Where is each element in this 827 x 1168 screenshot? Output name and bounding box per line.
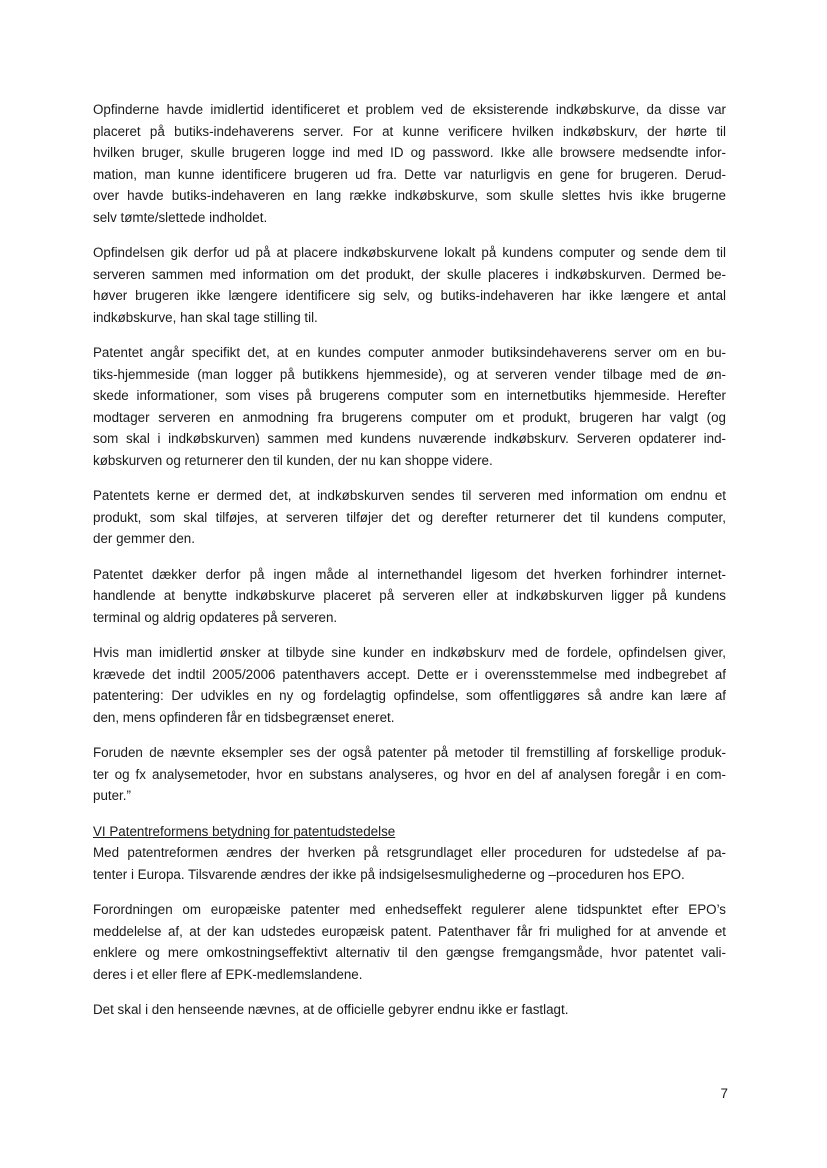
text-line: Forordningen om europæiske patenter med enhedseffekt regulerer alene tidspunktet efter EPO’s [93, 902, 726, 917]
text-line: Patentet dækker derfor på ingen måde al internethandel ligesom det hverken forhindrer internet- [93, 566, 726, 582]
text-line: Det skal i den henseende nævnes, at de officielle gebyrer endnu ikke er fastlagt. [93, 1002, 569, 1017]
text-line: selv tømte/slettede indholdet. [93, 209, 268, 225]
text-line: indkøbskurve, han skal tage stilling til. [93, 309, 318, 325]
text-line: der gemmer den. [93, 531, 195, 546]
section-paragraph-2 [93, 899, 726, 985]
paragraph-7 [93, 742, 726, 807]
text-line: Patentet angår specifikt det, at en kundes computer anmoder butiksindehaverens server om en bu- [93, 345, 726, 360]
text-line: Opfinderne havde imidlertid identificeret et problem ved de eksisterende indkøbskurve, da disse var [93, 102, 726, 117]
text-line: placeret på butiks-indehaverens server. For at kunne verificere hvilken indkøbskurv, der hørte til [93, 123, 726, 139]
text-line: Opfindelsen gik derfor ud på at placere indkøbskurvene lokalt på kundens computer og sende dem til [93, 245, 726, 260]
text-line: enklere og mere omkostningseffektivt alternativ til den gængse fremgangsmåde, hvor patentet vali- [93, 945, 726, 960]
text-line: Hvis man imidlertid ønsker at tilbyde sine kunder en indkøbskurv med de fordele, opfindelsen giver, [93, 645, 726, 660]
section-paragraph-3 [93, 999, 726, 1021]
text-line: modtager serveren en anmodning fra brugerens computer om et produkt, brugeren har valgt (og [93, 409, 726, 425]
text-line: deres i et eller flere af EPK-medlemslandene. [93, 966, 363, 982]
text-line: tiks-hjemmeside (man logger på butikkens hjemmeside), og at serveren vender tilbage med de øn- [93, 366, 726, 382]
section-paragraph-1 [93, 842, 726, 885]
text-line: Foruden de nævnte eksempler ses der også patenter på metoder til fremstilling af forskellige produk- [93, 745, 726, 760]
text-line: meddelelse af, at der kan udstedes europæisk patent. Patenthaver får fri mulighed for at anvende et [93, 923, 726, 939]
text-line: serveren sammen med information om det produkt, der skulle placeres i indkøbskurven. Dermed be- [93, 266, 726, 282]
text-line: terminal og aldrig opdateres på serveren. [93, 609, 338, 625]
text-line: mation, man kunne identificere brugeren ud fra. Dette var naturligvis en gene for brugeren. Derud- [93, 166, 726, 182]
paragraph-3 [93, 342, 726, 471]
paragraph-4 [93, 485, 726, 550]
text-line: over havde butiks-indehaveren en lang række indkøbskurve, som skulle slettes hvis ikke brugerne [93, 188, 726, 203]
text-line: skede informationer, som vises på brugerens computer som en internetbutiks hjemmeside. Herefter [93, 388, 726, 403]
body-text [93, 99, 726, 1021]
text-line: Patentets kerne er dermed det, at indkøbskurven sendes til serveren med information om endnu et [93, 488, 726, 503]
text-line: puter.” [93, 788, 131, 803]
text-line: patentering: Der udvikles en ny og fordelagtig opfindelse, som offentliggøres så andre kan lære af [93, 688, 726, 703]
text-line: høver brugeren ikke længere identificere sig selv, og butiks-indehaveren har ikke længere et antal [93, 288, 726, 303]
text-line: købskurven og returnerer den til kunden, der nu kan shoppe videre. [93, 452, 493, 468]
text-line: som skal i indkøbskurven) sammen med kundens nuværende indkøbskurv. Serveren opdaterer ind- [93, 431, 726, 446]
paragraph-2 [93, 242, 726, 328]
paragraph-6 [93, 642, 726, 728]
text-line: Med patentreformen ændres der hverken på retsgrundlaget eller proceduren for udstedelse af pa- [93, 845, 726, 860]
paragraph-1 [93, 99, 726, 228]
text-line: ter og fx analysemetoder, hvor en substans analyseres, og hvor en del af analysen foregår i en com- [93, 766, 726, 782]
text-line: produkt, som skal tilføjes, at serveren tilføjer det og derefter returnerer det til kundens computer, [93, 509, 726, 525]
page-number: 7 [720, 1086, 728, 1101]
paragraph-5 [93, 564, 726, 629]
text-line: hvilken bruger, skulle brugeren logge ind med ID og password. Ikke alle browsere medsendte infor- [93, 145, 726, 160]
text-line: krævede det indtil 2005/2006 patenthavers accept. Dette er i overensstemmelse med indbegrebet af [93, 666, 726, 682]
text-line: handlende at benytte indkøbskurve placeret på serveren eller at indkøbskurven ligger på kundens [93, 588, 726, 603]
text-line: den, mens opfinderen får en tidsbegrænset eneret. [93, 709, 395, 725]
section-heading: VI Patentreformens betydning for patentudstedelse [93, 823, 396, 839]
text-line: tenter i Europa. Tilsvarende ændres der ikke på indsigelsesmulighederne og –proceduren hos EPO. [93, 866, 685, 882]
